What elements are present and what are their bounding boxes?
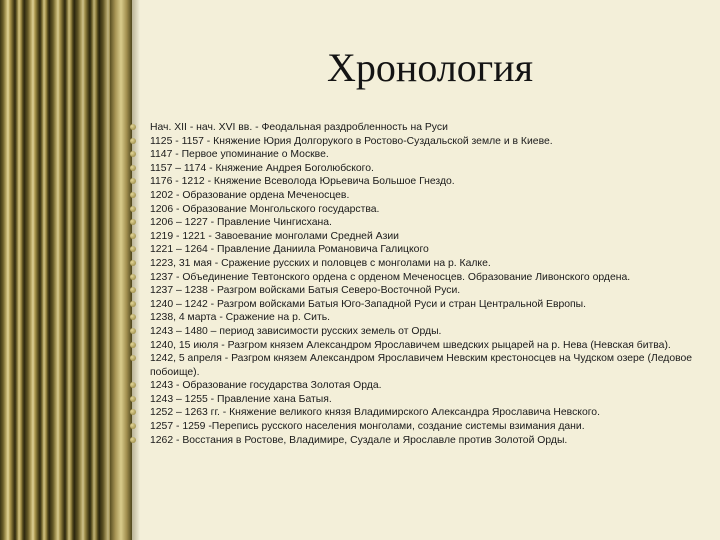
chronology-item [130,271,710,285]
chronology-item-text: 1252 – 1263 гг. - Княжение великого князя Владимирского Александра Ярославича Невского. [150,407,600,419]
bullet-icon [130,382,136,388]
bullet-icon [130,219,136,225]
chronology-item-text: 1237 - Объединение Тевтонского ордена с орденом Меченосцев. Образование Ливонского ордена. [150,271,631,283]
chronology-item-text: 1243 - Образование государства Золотая Орда. [150,380,382,392]
chronology-item [130,352,710,379]
bullet-icon [130,138,136,144]
chronology-item-text: 1147 - Первое упоминание о Москве. [150,149,329,161]
chronology-item-text: 1221 – 1264 - Правление Даниила Романовича Галицкого [150,244,429,256]
chronology-item [130,230,710,244]
bullet-icon [130,355,136,361]
chronology-item [130,175,710,189]
chronology-item [130,257,710,271]
decorative-stripe-fade [0,0,110,540]
chronology-item [130,148,710,162]
bullet-icon [130,165,136,171]
chronology-item [130,379,710,393]
chronology-item [130,189,710,203]
chronology-item [130,420,710,434]
bullet-icon [130,287,136,293]
chronology-item-text: 1223, 31 мая - Сражение русских и половцев с монголами на р. Калке. [150,257,491,269]
bullet-icon [130,233,136,239]
chronology-list [130,121,710,447]
chronology-item [130,393,710,407]
chronology-item [130,325,710,339]
chronology-item-text: 1176 - 1212 - Княжение Всеволода Юрьевича Большое Гнездо. [150,176,455,188]
chronology-item-text: 1243 – 1480 – период зависимости русских земель от Орды. [150,325,442,337]
chronology-item-text: 1206 - Образование Монгольского государства. [150,203,380,215]
bullet-icon [130,328,136,334]
bullet-icon [130,124,136,130]
bullet-icon [130,396,136,402]
bullet-icon [130,274,136,280]
decorative-stripe-edge [110,0,132,540]
chronology-item-text: 1206 – 1227 - Правление Чингисхана. [150,217,332,229]
chronology-item-text: 1242, 5 апреля - Разгром князем Александром Ярославичем Невским крестоносцев на Чудском озере (Ледовое побоище). [150,353,693,378]
chronology-item-text: 1157 – 1174 - Княжение Андрея Боголюбского. [150,162,374,174]
chronology-item-text: 1257 - 1259 -Перепись русского населения монголами, создание системы взимания дани. [150,421,585,433]
bullet-icon [130,437,136,443]
bullet-icon [130,314,136,320]
chronology-item-text: 1125 - 1157 - Княжение Юрия Долгорукого в Ростово-Суздальской земле и в Киеве. [150,135,553,147]
chronology-item-text: 1243 – 1255 - Правление хана Батыя. [150,393,332,405]
chronology-item [130,298,710,312]
chronology-item [130,162,710,176]
chronology-item-text: 1202 - Образование ордена Меченосцев. [150,189,350,201]
bullet-icon [130,246,136,252]
bullet-icon [130,206,136,212]
bullet-icon [130,151,136,157]
chronology-item [130,311,710,325]
chronology-item [130,284,710,298]
bullet-icon [130,192,136,198]
chronology-item [130,406,710,420]
chronology-item [130,339,710,353]
chronology-item-text: 1262 - Восстания в Ростове, Владимире, Суздале и Ярославле против Золотой Орды. [150,434,568,446]
chronology-item [130,121,710,135]
chronology-item [130,203,710,217]
chronology-item-text: 1237 – 1238 - Разгром войсками Батыя Северо-Восточной Руси. [150,285,461,297]
chronology-item-text: 1219 - 1221 - Завоевание монголами Средней Азии [150,230,399,242]
chronology-item-text: 1240, 15 июля - Разгром князем Александром Ярославичем шведских рыцарей на р. Нева (Невская битва). [150,339,671,351]
chronology-item [130,434,710,448]
chronology-item-text: 1240 – 1242 - Разгром войсками Батыя Юго-Западной Руси и стран Центральной Европы. [150,298,587,310]
bullet-icon [130,301,136,307]
chronology-item [130,243,710,257]
bullet-icon [130,178,136,184]
chronology-item [130,135,710,149]
bullet-icon [130,409,136,415]
chronology-item-text: 1238, 4 марта - Сражение на р. Сить. [150,312,331,324]
bullet-icon [130,342,136,348]
bullet-icon [130,423,136,429]
chronology-item-text: Нач. XII - нач. XVI вв. - Феодальная раздробленность на Руси [150,122,448,133]
slide-title: Хронология [327,45,533,90]
bullet-icon [130,260,136,266]
chronology-item [130,216,710,230]
